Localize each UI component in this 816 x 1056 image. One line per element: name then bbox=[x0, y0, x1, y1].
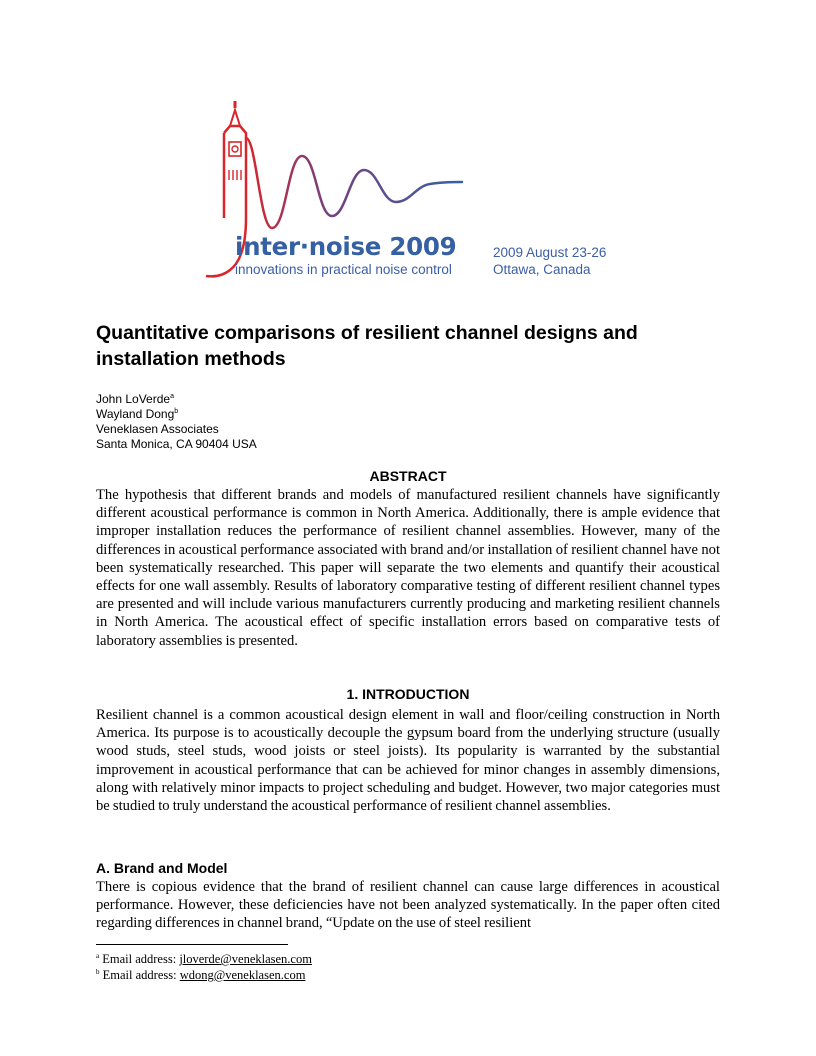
introduction-text: Resilient channel is a common acoustical design element in wall and floor/ceiling construction in North America. Its purpose is to acoustically decouple the gypsum board from the underlying structure (usually wood studs, steel studs, wood joists or steel joists). Its popularity is warranted by the substantial improvement in acoustical performance that can be achieved for minor changes in assembly dimensions, along with relatively minor impacts to project scheduling and budget. However, two major categories must be studied to truly understand the acoustical performance of resilient channel assemblies. bbox=[96, 707, 720, 815]
footnote-label: Email address: bbox=[102, 968, 177, 982]
conference-tagline: innovations in practical noise control bbox=[235, 262, 452, 277]
abstract-heading: ABSTRACT bbox=[369, 468, 447, 484]
author-2 bbox=[96, 407, 257, 422]
introduction-heading: 1. INTRODUCTION bbox=[346, 686, 470, 702]
author-mark: a bbox=[170, 393, 174, 400]
footnote-mark: b bbox=[96, 968, 100, 976]
affiliation: Veneklasen Associates bbox=[96, 422, 219, 436]
author-name: Wayland Dong bbox=[96, 407, 175, 421]
email-link[interactable]: jloverde@veneklasen.com bbox=[179, 952, 312, 966]
author-1 bbox=[96, 392, 257, 407]
section-a-text: There is copious evidence that the brand of resilient channel can cause large differences in acoustical performance. However, these deficiencies have not been analyzed systematically. In the paper often cited regarding differences in channel brand, “Update on the use of steel resilient bbox=[96, 879, 720, 932]
footnote-mark: a bbox=[96, 952, 100, 960]
footnote-b bbox=[96, 968, 305, 983]
footnote-label: Email address: bbox=[102, 952, 177, 966]
address: Santa Monica, CA 90404 USA bbox=[96, 437, 257, 451]
footnote-a bbox=[96, 952, 312, 967]
author-block bbox=[96, 392, 257, 452]
paper-title: Quantitative comparisons of resilient channel designs and installation methods bbox=[96, 322, 638, 370]
conference-name: inter·noise 2009 bbox=[235, 232, 457, 261]
abstract-text: The hypothesis that different brands and models of manufactured resilient channels have significantly different acoustical performance is common in North America. Additionally, there is ample evidence that improper installation reduces the performance of resilient channel assemblies. However, many of the differences in acoustical performance associated with brand and/or installation of resilient channel have not been systematically researched. This paper will separate the two elements and quantify their acoustical effects for one wall assembly. Results of laboratory comparative testing of different resilient channel types are presented and will include various manufacturers currently producing and marketing resilient channels in North America. The acoustical effect of specific installation errors based on comparative tests of laboratory assemblies is presented. bbox=[96, 487, 720, 649]
email-link[interactable]: wdong@veneklasen.com bbox=[179, 968, 306, 982]
footnote-rule bbox=[96, 944, 288, 945]
author-name: John LoVerde bbox=[96, 392, 171, 406]
section-a-heading: A. Brand and Model bbox=[96, 860, 228, 876]
conference-location: Ottawa, Canada bbox=[493, 262, 591, 277]
conference-date: 2009 August 23-26 bbox=[493, 245, 607, 260]
author-mark: b bbox=[174, 408, 179, 415]
